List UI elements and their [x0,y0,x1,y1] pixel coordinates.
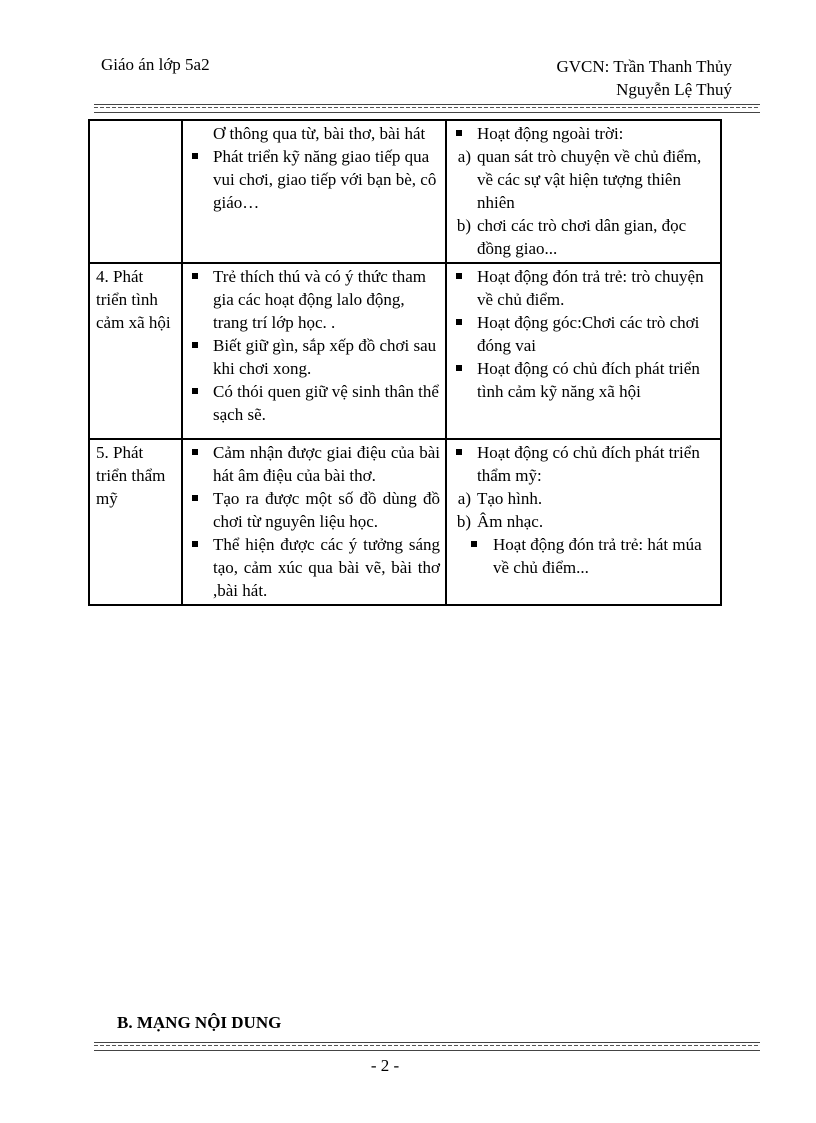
list-item [189,145,440,214]
list-item-text: Tạo ra được một số đồ dùng đồ chơi từ nguyên liệu học. [213,489,440,531]
sub-item-label: a) [457,147,471,166]
header-teacher-1: GVCN: Trần Thanh Thủy [556,57,732,76]
square-bullet-icon [456,130,462,136]
cell-goals [182,439,446,605]
lesson-plan-table [88,119,722,606]
sub-item [453,145,715,214]
square-bullet-icon [456,273,462,279]
sub-item-text: Tạo hình. [477,489,543,508]
cell-area: 4. Phát triển tình cảm xã hội [89,263,182,439]
square-bullet-icon [456,449,462,455]
cell-area [89,120,182,263]
list-item-text: Hoạt động có chủ đích phát triển thẩm mỹ: [477,443,700,485]
list-item [189,533,440,602]
sub-item-text: chơi các trò chơi dân gian, đọc đồng giao... [477,216,687,258]
sub-item [453,487,715,510]
list-item [189,487,440,533]
square-bullet-icon [456,319,462,325]
square-bullet-icon [192,495,198,501]
square-bullet-icon [192,449,198,455]
square-bullet-icon [192,273,198,279]
list-item-text: Hoạt động có chủ đích phát triển tình cảm kỹ năng xã hội [477,359,700,401]
square-bullet-icon [471,541,477,547]
list-item-text: Cảm nhận được giai điệu của bài hát âm điệu của bài thơ. [213,443,440,485]
list-item [453,122,715,145]
list-item-text: Hoạt động góc:Chơi các trò chơi đóng vai [477,313,700,355]
square-bullet-icon [192,153,198,159]
header-teachers [556,55,732,101]
cell-area: 5. Phát triển thẩm mỹ [89,439,182,605]
list-item: Ơ thông qua từ, bài thơ, bài hát [213,124,426,143]
list-item-text: Phát triển kỹ năng giao tiếp qua vui chơi, giao tiếp với bạn bè, cô giáo… [213,147,437,212]
list-item [453,311,715,357]
page-number: - 2 - [370,1056,400,1075]
section-heading: B. MẠNG NỘI DUNG [117,1013,282,1032]
table-row [89,120,721,263]
cell-activities [446,263,721,439]
list-item [189,441,440,487]
sub-item [453,510,715,533]
square-bullet-icon [192,541,198,547]
sub-item [453,214,715,260]
sub-item-text: Âm nhạc. [477,512,544,531]
sub-item-text: quan sát trò chuyện về chủ điểm, về các sự vật hiện tượng thiên nhiên [477,147,702,212]
square-bullet-icon [456,365,462,371]
sub-item-label: b) [456,512,471,531]
list-item [453,265,715,311]
header-divider [94,104,760,113]
header-teacher-2: Nguyễn Lệ Thuý [616,80,732,99]
footer-divider [94,1042,760,1051]
sub-item-label: b) [456,216,471,235]
list-item-text: Hoạt động ngoài trời: [477,124,624,143]
list-item [189,265,440,334]
list-item-text: Có thói quen giữ vệ sinh thân thể sạch sẽ. [213,382,439,424]
list-item [189,334,440,380]
table-row [89,263,721,439]
list-item [453,441,715,487]
list-item [453,533,715,579]
list-item [189,380,440,426]
list-item [453,357,715,403]
cell-activities [446,439,721,605]
list-item-text: Hoạt động đón trả trẻ: hát múa về chủ điểm... [493,535,702,577]
header-class-label: Giáo án lớp 5a2 [101,55,210,74]
list-item-text: Thể hiện được các ý tưởng sáng tạo, cảm xúc qua bài vẽ, bài thơ ,bài hát. [213,535,440,600]
cell-goals [182,263,446,439]
sub-item-label: a) [457,489,471,508]
list-item-text: Hoạt động đón trả trẻ: trò chuyện về chủ điểm. [477,267,704,309]
cell-activities [446,120,721,263]
cell-goals [182,120,446,263]
list-item-text: Trẻ thích thú và có ý thức tham gia các hoạt động lalo động, trang trí lớp học. . [213,267,427,332]
table-row [89,439,721,605]
square-bullet-icon [192,388,198,394]
list-item-text: Biết giữ gìn, sắp xếp đồ chơi sau khi chơi xong. [213,336,437,378]
square-bullet-icon [192,342,198,348]
